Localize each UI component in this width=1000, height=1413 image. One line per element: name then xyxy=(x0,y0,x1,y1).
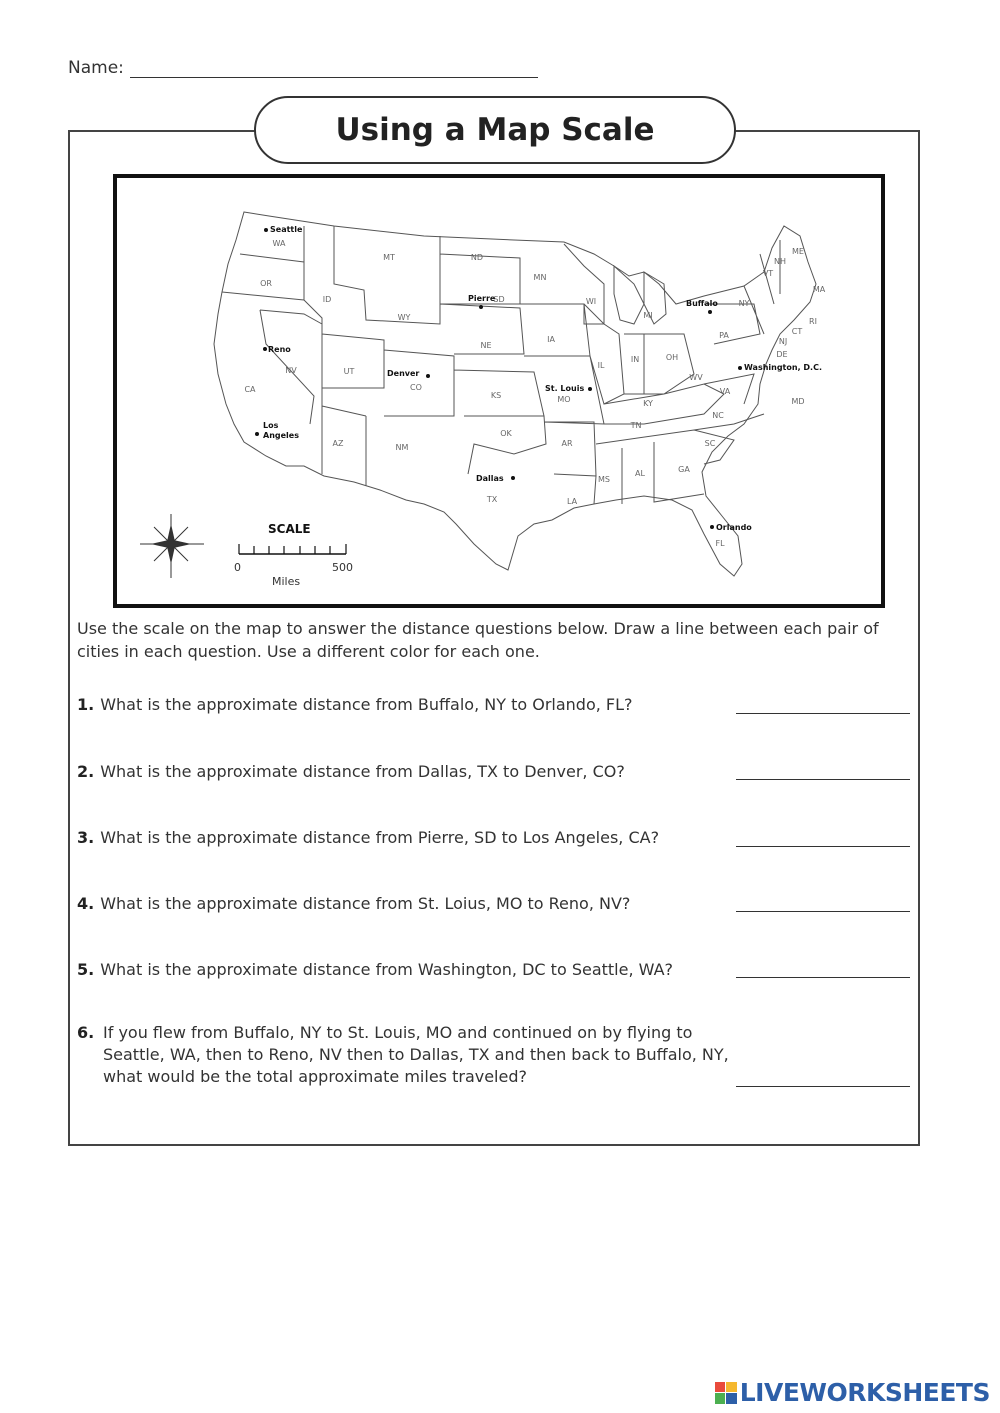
city-st-louis: St. Louis xyxy=(545,384,585,393)
state-label: KY xyxy=(643,399,653,408)
answer-line-2[interactable] xyxy=(736,779,910,780)
state-label: RI xyxy=(809,317,817,326)
brand-logo xyxy=(715,1378,990,1407)
state-label: WA xyxy=(272,239,286,248)
state-label: FL xyxy=(715,539,725,548)
state-label: AL xyxy=(635,469,645,478)
question-number: 6. xyxy=(77,1023,95,1042)
state-label: NY xyxy=(738,299,750,308)
question-number: 4. xyxy=(77,894,95,913)
brand-icon xyxy=(715,1382,737,1404)
state-label: GA xyxy=(678,465,690,474)
us-map-svg xyxy=(117,178,881,604)
state-label: NC xyxy=(712,411,724,420)
city-pierre: Pierre xyxy=(468,294,496,303)
state-label: NM xyxy=(395,443,409,452)
state-label: IL xyxy=(597,361,605,370)
state-label: TN xyxy=(630,421,642,430)
state-label: AZ xyxy=(332,439,344,448)
scale-max-label: 500 xyxy=(332,561,353,574)
city-washington-dc: Washington, D.C. xyxy=(744,363,822,372)
name-row xyxy=(68,58,538,78)
state-label: ID xyxy=(322,295,332,304)
map-scale xyxy=(234,522,353,588)
question-number: 5. xyxy=(77,960,95,979)
question-text: What is the approximate distance from St. Loius, MO to Reno, NV? xyxy=(100,894,631,913)
state-label: UT xyxy=(343,367,355,376)
answer-line-6[interactable] xyxy=(736,1086,910,1087)
state-label: NE xyxy=(480,341,492,350)
answer-line-1[interactable] xyxy=(736,713,910,714)
state-label: WI xyxy=(585,297,597,306)
state-label: SC xyxy=(704,439,716,448)
city-los-angeles-line2: Angeles xyxy=(263,431,299,440)
state-label: LA xyxy=(566,497,578,506)
state-label: VA xyxy=(719,387,731,396)
state-label: WY xyxy=(397,313,411,322)
city-seattle: Seattle xyxy=(270,225,303,234)
question-text: If you flew from Buffalo, NY to St. Louis, MO and continued on by flying to Seattle, WA, then to Reno, NV then to Dallas, TX and then back to Buffalo, NY, what would be the total approximate miles traveled? xyxy=(103,1023,729,1086)
compass-rose-icon xyxy=(140,514,204,578)
brand-text: LIVEWORKSHEETS xyxy=(739,1378,990,1407)
state-label: MN xyxy=(533,273,547,282)
state-label: KS xyxy=(490,391,502,400)
instructions: Use the scale on the map to answer the distance questions below. Draw a line between each pair of cities in each question. Use a different color for each one. xyxy=(77,619,879,661)
state-label: OH xyxy=(665,353,679,362)
scale-unit-label: Miles xyxy=(272,575,301,588)
state-label: VT xyxy=(762,269,774,278)
state-label: OK xyxy=(500,429,512,438)
state-label: ME xyxy=(792,247,804,256)
city-los-angeles-line1: Los xyxy=(263,421,279,430)
name-field[interactable] xyxy=(130,59,538,78)
city-orlando: Orlando xyxy=(716,523,752,532)
question-6 xyxy=(77,1022,907,1088)
state-label: CA xyxy=(244,385,256,394)
state-label: MT xyxy=(383,253,395,262)
state-label: MI xyxy=(643,311,653,320)
question-number: 2. xyxy=(77,762,95,781)
state-label: SD xyxy=(493,295,505,304)
question-text: What is the approximate distance from Buffalo, NY to Orlando, FL? xyxy=(100,695,633,714)
question-number: 3. xyxy=(77,828,95,847)
state-label: CO xyxy=(410,383,422,392)
state-label: IN xyxy=(630,355,640,364)
state-label: MA xyxy=(812,285,826,294)
us-map xyxy=(113,174,885,608)
state-label: MS xyxy=(598,475,610,484)
state-label: NH xyxy=(774,257,786,266)
state-label: NJ xyxy=(778,337,788,346)
state-label: IA xyxy=(547,335,555,344)
state-label: TX xyxy=(486,495,498,504)
state-label: MD xyxy=(791,397,805,406)
state-label: WV xyxy=(689,373,703,382)
city-reno: Reno xyxy=(268,345,291,354)
city-denver: Denver xyxy=(387,369,420,378)
question-text: What is the approximate distance from Washington, DC to Seattle, WA? xyxy=(100,960,674,979)
answer-line-4[interactable] xyxy=(736,911,910,912)
state-label: NV xyxy=(285,366,297,375)
state-label: OR xyxy=(260,279,272,288)
name-label: Name: xyxy=(68,58,124,78)
state-label: ND xyxy=(470,253,484,262)
city-buffalo: Buffalo xyxy=(686,299,718,308)
scale-min-label: 0 xyxy=(234,561,241,574)
question-text: What is the approximate distance from Pierre, SD to Los Angeles, CA? xyxy=(100,828,660,847)
scale-title: SCALE xyxy=(268,522,311,536)
question-number: 1. xyxy=(77,695,95,714)
city-dallas: Dallas xyxy=(476,474,504,483)
state-label: DE xyxy=(776,350,788,359)
state-label: CT xyxy=(791,327,803,336)
answer-line-3[interactable] xyxy=(736,846,910,847)
state-label: AR xyxy=(561,439,573,448)
answer-line-5[interactable] xyxy=(736,977,910,978)
state-label: PA xyxy=(719,331,729,340)
state-label: MO xyxy=(557,395,571,404)
page-title: Using a Map Scale xyxy=(254,96,736,164)
question-text: What is the approximate distance from Dallas, TX to Denver, CO? xyxy=(100,762,625,781)
